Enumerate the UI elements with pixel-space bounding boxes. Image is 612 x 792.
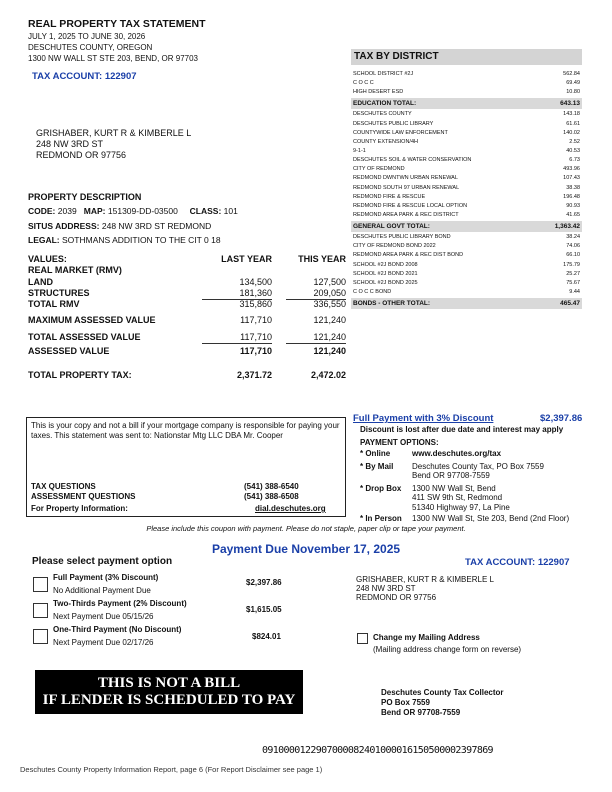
coupon-tax-account: TAX ACCOUNT: 122907 — [465, 557, 570, 568]
district-name: DESCHUTES PUBLIC LIBRARY — [353, 120, 434, 127]
property-description-title: PROPERTY DESCRIPTION — [28, 192, 142, 202]
situs-address: SITUS ADDRESS: 248 NW 3RD ST REDMOND — [28, 221, 212, 231]
district-amount: 40.53 — [566, 147, 580, 154]
district-row — [351, 202, 582, 211]
banner-line2: IF LENDER IS SCHEDULED TO PAY — [42, 692, 296, 708]
district-name: COUNTY EXTENSION/4H — [353, 138, 418, 145]
ocr-scanline: 0910000122907000082401000016150500002397869 — [262, 745, 493, 756]
district-name: DESCHUTES SOIL & WATER CONSERVATION — [353, 157, 472, 164]
full-payment-checkbox[interactable] — [33, 577, 48, 592]
collector-city: Bend OR 97708-7559 — [381, 708, 461, 717]
district-amount: 90.93 — [566, 202, 580, 209]
change-mailing-address-checkbox[interactable] — [357, 633, 368, 644]
county-name: DESCHUTES COUNTY, OREGON — [28, 43, 153, 52]
total-property-tax-row: TOTAL PROPERTY TAX: 2,371.72 2,472.02 — [28, 370, 346, 380]
district-row — [351, 110, 582, 119]
district-amount: 140.02 — [563, 129, 580, 136]
property-codes: CODE: 2039 MAP: 151309-DD-03500 CLASS: 101 — [28, 206, 238, 216]
drop-box-line3: 51340 Highway 97, La Pine — [412, 503, 510, 512]
district-name: COUNTYWIDE LAW ENFORCEMENT — [353, 129, 448, 136]
values-header: VALUES: LAST YEAR THIS YEAR — [28, 254, 346, 264]
district-name: REDMOND FIRE & RESCUE LOCAL OPTION — [353, 202, 468, 209]
district-row — [351, 129, 582, 138]
district-amount: 175.79 — [563, 261, 580, 268]
banner-line1: THIS IS NOT A BILL — [97, 675, 241, 691]
district-row — [351, 88, 582, 97]
district-title: TAX BY DISTRICT — [351, 49, 582, 65]
district-row — [351, 270, 582, 279]
district-amount: 41.65 — [566, 211, 580, 218]
change-mailing-address-label: Change my Mailing Address — [373, 633, 480, 642]
mail-label: * By Mail — [360, 462, 394, 471]
discount-note: Discount is lost after due date and interest may apply — [360, 425, 564, 434]
district-row — [351, 193, 582, 202]
district-row — [351, 156, 582, 165]
district-row — [351, 261, 582, 270]
payment-due-date: Payment Due November 17, 2025 — [211, 542, 401, 556]
district-row — [351, 288, 582, 297]
option-title: Full Payment (3% Discount) — [53, 573, 159, 582]
district-name: CITY OF REDMOND — [353, 166, 405, 173]
collector-po-box: PO Box 7559 — [381, 698, 430, 707]
district-row — [351, 211, 582, 220]
value-row: LAND 134,500 127,500 — [28, 277, 346, 287]
district-name: DESCHUTES COUNTY — [353, 111, 412, 118]
mail-line1: Deschutes County Tax, PO Box 7559 — [412, 462, 544, 471]
value-row: ASSESSED VALUE 117,710 121,240 — [28, 346, 346, 356]
owner-street: 248 NW 3RD ST — [36, 139, 104, 149]
value-row: MAXIMUM ASSESSED VALUE 117,710 121,240 — [28, 315, 346, 325]
district-row — [351, 184, 582, 193]
district-name: SCHOOL #2J BOND 2025 — [353, 279, 418, 286]
tax-by-district — [351, 49, 582, 310]
payment-options-title: PAYMENT OPTIONS: — [360, 438, 439, 447]
district-name: 9-1-1 — [353, 147, 366, 154]
district-row — [351, 147, 582, 156]
option-amount: $824.01 — [252, 632, 281, 641]
one-third-payment-checkbox[interactable] — [33, 629, 48, 644]
bonds-total: BONDS - OTHER TOTAL: 465.47 — [353, 300, 580, 308]
select-payment-label: Please select payment option — [32, 556, 173, 567]
district-row — [351, 242, 582, 251]
district-name: REDMOND AREA PARK & REC DIST BOND — [353, 252, 464, 259]
district-name: C O C C — [353, 80, 374, 87]
district-amount: 38.38 — [566, 184, 580, 191]
district-name: C O C C BOND — [353, 288, 392, 295]
full-payment-amount: $2,397.86 — [540, 413, 583, 424]
online-url[interactable]: www.deschutes.org/tax — [412, 449, 502, 458]
district-amount: 143.18 — [563, 111, 580, 118]
option-sub: Next Payment Due 05/15/26 — [53, 612, 154, 621]
district-row — [351, 120, 582, 129]
district-row — [351, 174, 582, 183]
coupon-owner-city: REDMOND OR 97756 — [356, 593, 437, 602]
district-amount: 562.84 — [563, 71, 580, 77]
in-person-address: 1300 NW Wall St, Ste 203, Bend (2nd Floor) — [412, 514, 570, 523]
tax-questions-phone: (541) 388-6540 — [244, 482, 299, 491]
district-row — [351, 251, 582, 260]
property-info-link[interactable]: dial.deschutes.org — [255, 504, 326, 513]
general-govt-total: GENERAL GOVT TOTAL: 1,363.42 — [353, 223, 580, 231]
collector-name: Deschutes County Tax Collector — [381, 688, 504, 697]
district-amount: 74.06 — [566, 243, 580, 250]
district-name: REDMOND DWNTWN URBAN RENEWAL — [353, 175, 458, 182]
tax-questions-label: TAX QUESTIONS — [31, 482, 96, 491]
district-amount: 25.27 — [566, 270, 580, 277]
value-row: STRUCTURES 181,360 209,050 — [28, 288, 346, 298]
two-thirds-payment-checkbox[interactable] — [33, 603, 48, 618]
district-name: DESCHUTES PUBLIC LIBRARY BOND — [353, 234, 451, 241]
coupon-owner-name: GRISHABER, KURT R & KIMBERLE L — [356, 575, 494, 584]
district-amount: 38.24 — [566, 234, 580, 241]
district-amount: 493.96 — [563, 166, 580, 173]
district-amount: 6.73 — [569, 157, 580, 164]
district-amount: 2.52 — [569, 138, 580, 145]
not-a-bill-banner — [35, 670, 303, 714]
value-row: TOTAL RMV 315,860 336,550 — [28, 299, 346, 309]
district-row — [351, 279, 582, 288]
district-name: SCHOOL #2J BOND 2021 — [353, 270, 418, 277]
tax-period: JULY 1, 2025 TO JUNE 30, 2026 — [28, 32, 146, 41]
district-row — [351, 79, 582, 88]
district-name: REDMOND SOUTH 97 URBAN RENEWAL — [353, 184, 460, 191]
drop-box-line1: 1300 NW Wall St, Bend — [412, 484, 496, 493]
option-title: One-Third Payment (No Discount) — [53, 625, 182, 634]
full-payment-link[interactable]: Full Payment with 3% Discount — [353, 413, 494, 424]
value-row: TOTAL ASSESSED VALUE 117,710 121,240 — [28, 332, 346, 342]
mail-line2: Bend OR 97708-7559 — [412, 471, 490, 480]
county-address: 1300 NW WALL ST STE 203, BEND, OR 97703 — [28, 54, 198, 63]
tax-account: TAX ACCOUNT: 122907 — [32, 71, 137, 82]
district-name: HIGH DESERT ESD — [353, 89, 404, 96]
district-name: REDMOND FIRE & RESCUE — [353, 193, 426, 200]
statement-title: REAL PROPERTY TAX STATEMENT — [28, 18, 206, 30]
value-row: REAL MARKET (RMV) — [28, 265, 122, 275]
education-total: EDUCATION TOTAL: 643.13 — [353, 100, 580, 108]
coupon-owner-street: 248 NW 3RD ST — [356, 584, 416, 593]
district-name: SCHOOL DISTRICT #2J — [353, 71, 414, 77]
district-row — [351, 138, 582, 147]
district-name: REDMOND AREA PARK & REC DISTRICT — [353, 211, 459, 218]
assessment-questions-phone: (541) 388-6508 — [244, 492, 299, 501]
district-name: CITY OF REDMOND BOND 2022 — [353, 243, 436, 250]
district-amount: 66.10 — [566, 252, 580, 259]
district-amount: 107.43 — [563, 175, 580, 182]
district-row — [351, 165, 582, 174]
district-amount: 61.61 — [566, 120, 580, 127]
page-footer: Deschutes County Property Information Report, page 6 (For Report Disclaimer see page 1) — [20, 765, 323, 774]
legal-description: LEGAL: SOTHMANS ADDITION TO THE CIT 0 18 — [28, 235, 221, 245]
district-row — [351, 70, 582, 79]
district-amount: 10.80 — [566, 89, 580, 96]
district-row — [351, 233, 582, 242]
drop-box-line2: 411 SW 9th St, Redmond — [412, 493, 503, 502]
district-amount: 75.67 — [566, 279, 580, 286]
district-amount: 9.44 — [569, 288, 580, 295]
notice-text: This is your copy and not a bill if your mortgage company is responsible for paying your taxes. This statement was sent to: Nationstar Mtg LLC DBA Mr. Cooper — [31, 421, 340, 440]
option-sub: No Additional Payment Due — [53, 586, 151, 595]
district-amount: 69.49 — [566, 80, 580, 87]
drop-box-label: * Drop Box — [360, 484, 402, 493]
option-sub: Next Payment Due 02/17/26 — [53, 638, 154, 647]
option-amount: $2,397.86 — [246, 578, 282, 587]
district-name: SCHOOL #2J BOND 2008 — [353, 261, 418, 268]
owner-city: REDMOND OR 97756 — [36, 150, 127, 160]
district-amount: 196.48 — [563, 193, 580, 200]
online-label: * Online — [360, 449, 391, 458]
owner-name: GRISHABER, KURT R & KIMBERLE L — [36, 128, 192, 138]
assessment-questions-label: ASSESSMENT QUESTIONS — [31, 492, 136, 501]
option-title: Two-Thirds Payment (2% Discount) — [53, 599, 187, 608]
in-person-label: * In Person — [360, 514, 402, 523]
option-amount: $1,615.05 — [246, 605, 282, 614]
coupon-instruction: Please include this coupon with payment. Please do not staple, paper clip or tape your payment. — [146, 524, 466, 533]
property-info-label: For Property Information: — [31, 504, 128, 513]
change-mailing-address-note: (Mailing address change form on reverse) — [373, 645, 522, 654]
notice-box — [26, 417, 346, 517]
